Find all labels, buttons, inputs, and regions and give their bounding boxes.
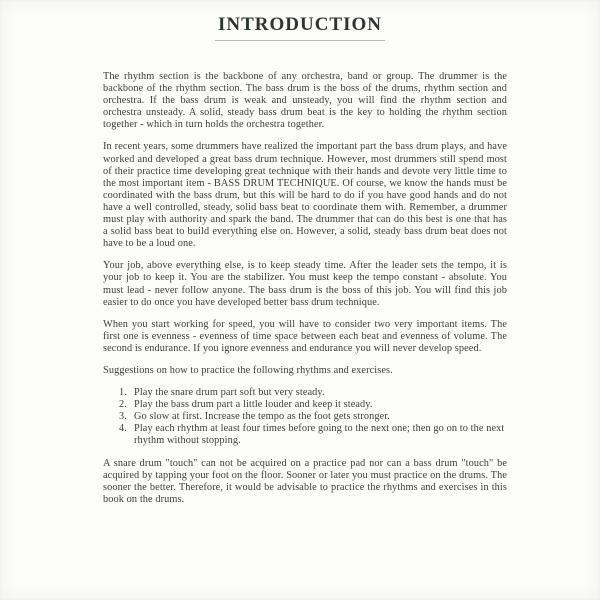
closing-paragraph: A snare drum "touch" can not be acquired on a practice pad nor can a bass drum "touch" be acquired by tapping your foot on the floor. Sooner or later you must practice on the drums. The sooner the better. Therefore, it would be advisable to practice the rhythms and exercises in this book on the drums. xyxy=(103,457,507,505)
list-item-3 xyxy=(119,411,507,423)
list-item-4-number: 4. xyxy=(119,423,127,435)
list-item-1 xyxy=(119,387,507,399)
list-item-2 xyxy=(119,399,507,411)
paragraph-steady-time: Your job, above everything else, is to keep steady time. After the leader sets the tempo, it is your job to keep it. You are the stabilizer. You must keep the tempo constant - absolute. You must lead - never follow anyone. The bass drum is the boss of this job. You will find this job easier to do once you have developed better bass drum technique. xyxy=(103,260,507,308)
list-item-4-text: Play each rhythm at least four times before going to the next one; then go on to the next rhythm without stopping. xyxy=(134,423,505,447)
paragraph-speed: When you start working for speed, you will have to consider two very important items. The first one is evenness - evenness of time space between each beat and evenness of volume. The second is endurance. If you ignore evenness and endurance you will never develop speed. xyxy=(103,318,507,354)
paragraph-bass-drum-technique: In recent years, some drummers have realized the important part the bass drum plays, and have worked and developed a great bass drum technique. However, most drummers still spend most of their practice time developing great technique with their hands and devote very little time to the most important item - BASS DRUM TECHNIQUE. Of course, we know the hands must be coordinated with the bass drum, but this will be hard to do if you have good hands and do not have a well controlled, steady, solid bass beat to coordinate them with. Remember, a drummer must play with authority and spark the band. The drummer that can do this best is one that has a solid bass beat to build everything else on. However, a solid, steady bass drum beat does not have to be a loud one. xyxy=(103,141,507,250)
list-item-2-text: Play the bass drum part a little louder and keep it steady. xyxy=(134,399,373,411)
suggestions-line: Suggestions on how to practice the following rhythms and exercises. xyxy=(103,364,393,376)
list-item-1-number: 1. xyxy=(119,387,127,399)
list-item-4 xyxy=(119,423,507,447)
page-content xyxy=(103,71,507,516)
paragraph-rhythm-section: The rhythm section is the backbone of any orchestra, band or group. The drummer is the backbone of the rhythm section. The bass drum is the boss of the drums, rhythm section and orchestra. If the bass drum is weak and unsteady, you will find the rhythm section and orchestra unsteady. A solid, steady bass drum beat is the key to holding the rhythm section together - which in turn holds the orchestra together. xyxy=(103,71,507,131)
title-block xyxy=(0,0,600,41)
list-item-2-number: 2. xyxy=(119,399,127,411)
page-title: INTRODUCTION xyxy=(215,14,385,41)
list-item-3-text: Go slow at first. Increase the tempo as the foot gets stronger. xyxy=(134,411,390,423)
practice-list xyxy=(103,387,507,447)
list-item-3-number: 3. xyxy=(119,411,127,423)
list-item-1-text: Play the snare drum part soft but very steady. xyxy=(134,387,325,399)
